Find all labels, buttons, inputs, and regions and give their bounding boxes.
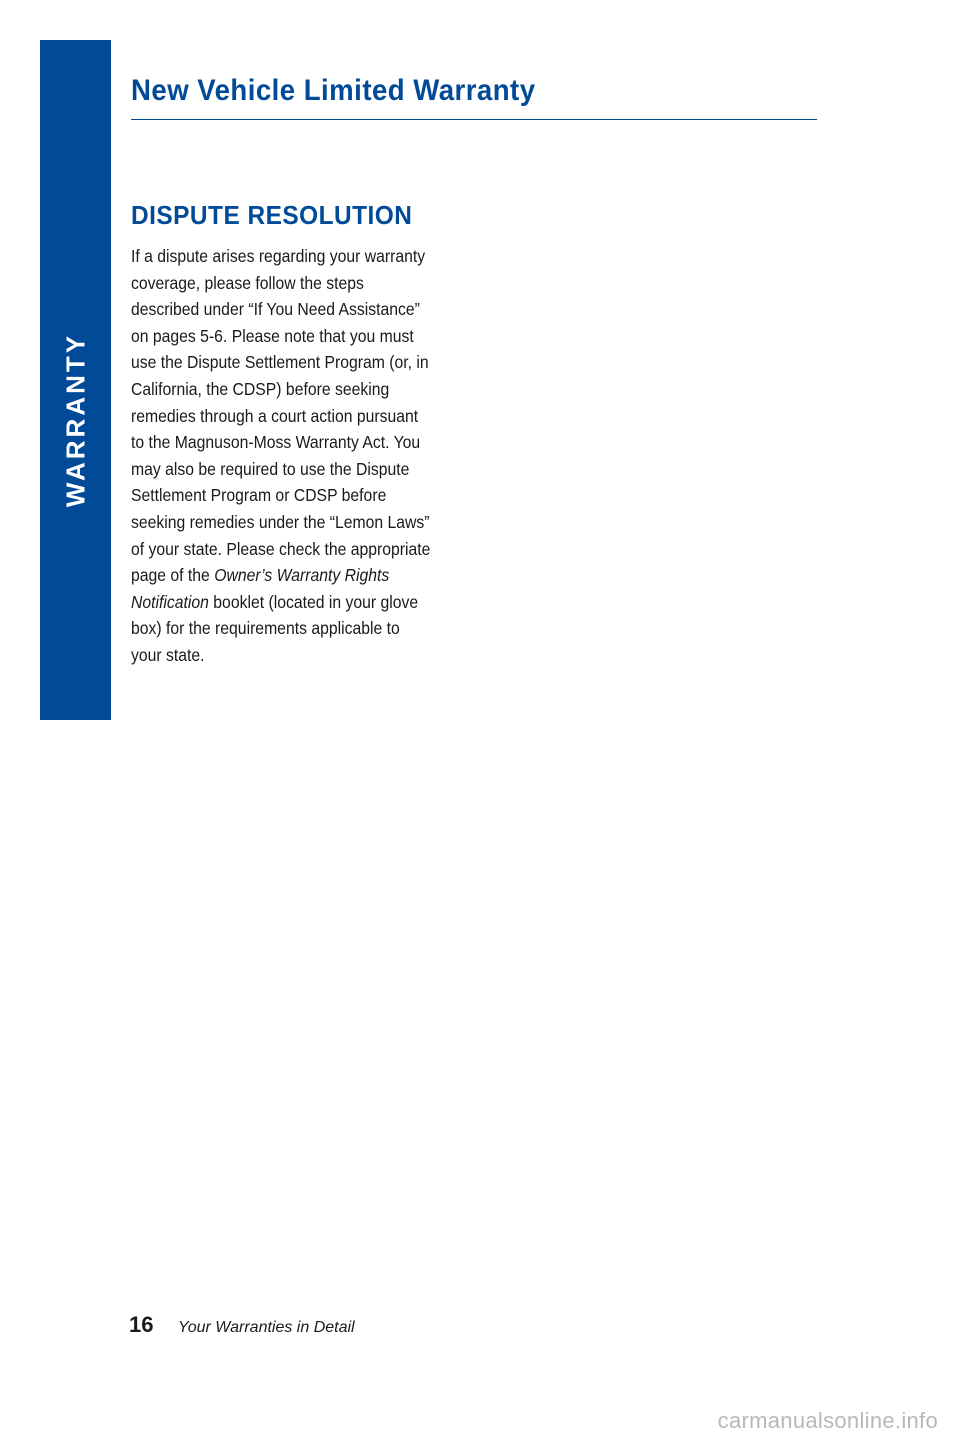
- paragraph-line: coverage, please follow the steps: [131, 272, 364, 293]
- section-heading: DISPUTE RESOLUTION: [131, 200, 413, 230]
- paragraph-line: [131, 562, 433, 589]
- paragraph-line: of your state. Please check the appropriate: [131, 538, 431, 559]
- paragraph-line: Settlement Program or CDSP before: [131, 485, 387, 506]
- page-footer: [129, 1312, 355, 1338]
- title-divider: [131, 119, 817, 120]
- watermark: carmanualsonline.info: [717, 1408, 938, 1433]
- side-tab-label: WARRANTY: [60, 332, 90, 508]
- paragraph-line: to the Magnuson-Moss Warranty Act. You: [131, 432, 421, 453]
- paragraph-line: use the Dispute Settlement Program (or, in: [131, 352, 429, 373]
- booklet-title-part-1: Owner’s Warranty Rights: [214, 565, 390, 586]
- booklet-title-part-2: Notification: [131, 591, 209, 612]
- paragraph-line: seeking remedies under the “Lemon Laws”: [131, 511, 430, 532]
- page-title: New Vehicle Limited Warranty: [131, 74, 536, 107]
- paragraph-line: may also be required to use the Dispute: [131, 458, 410, 479]
- paragraph-line: [131, 589, 433, 616]
- footer-section-label: Your Warranties in Detail: [177, 1319, 355, 1336]
- side-tab: [40, 40, 111, 720]
- paragraph-text: booklet (located in your glove: [208, 591, 419, 612]
- paragraph-line: described under “If You Need Assistance”: [131, 299, 420, 320]
- paragraph-text: page of the: [131, 565, 215, 586]
- paragraph-line: If a dispute arises regarding your warranty: [131, 246, 426, 266]
- dispute-resolution-paragraph: [131, 243, 466, 669]
- paragraph-line: remedies through a court action pursuant: [131, 405, 419, 426]
- paragraph-line: on pages 5-6. Please note that you must: [131, 325, 414, 346]
- paragraph-line: your state.: [131, 644, 205, 665]
- paragraph-line: California, the CDSP) before seeking: [131, 378, 390, 399]
- page-number: 16: [129, 1312, 154, 1337]
- paragraph-line: box) for the requirements applicable to: [131, 618, 400, 639]
